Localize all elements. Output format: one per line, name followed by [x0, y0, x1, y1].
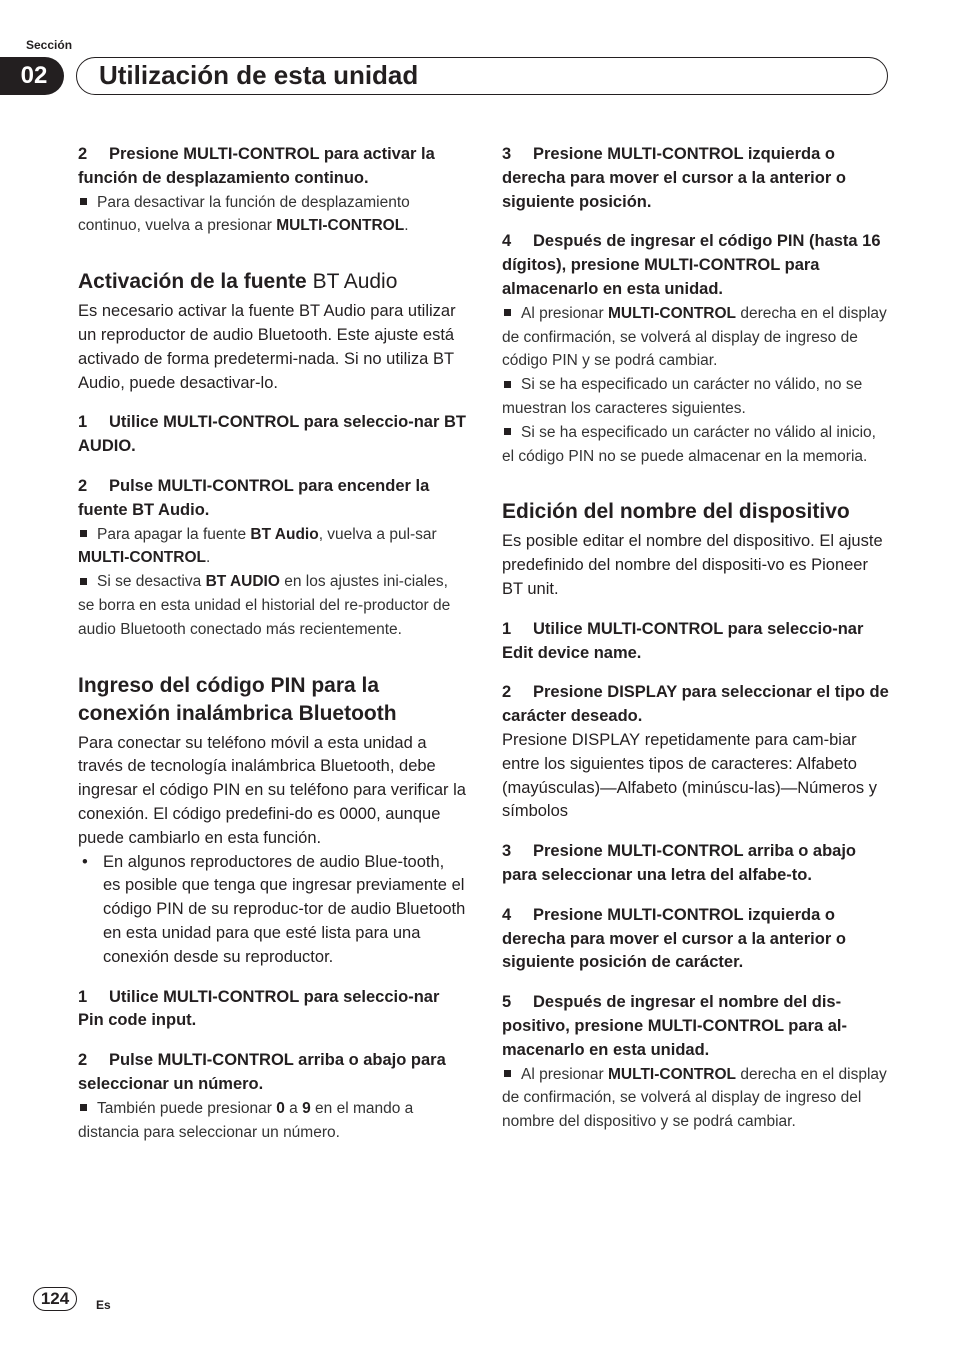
- note-square-icon: [504, 309, 511, 316]
- note-square-icon: [80, 578, 87, 585]
- note-square-icon: [80, 1104, 87, 1111]
- paragraph: Presione DISPLAY repetidamente para cam-biar entre los siguientes tipos de caracteres: Alfabeto (mayúsculas)—Alfabeto (minúscu-las)—Números y símbolos: [502, 730, 878, 821]
- section-number: 02: [0, 57, 64, 95]
- right-column: [502, 143, 890, 1134]
- step: 5 Después de ingresar el nombre del dis-positivo, presione MULTI-CONTROL para al-macenarlo en esta unidad.: [502, 993, 848, 1059]
- note-square-icon: [80, 198, 87, 205]
- step: 2 Presione DISPLAY para seleccionar el tipo de carácter deseado.: [502, 683, 889, 726]
- left-column: [78, 143, 466, 1144]
- note: Si se ha especificado un carácter no válido al inicio, el código PIN no se puede almacenar en la memoria.: [502, 423, 876, 465]
- note-square-icon: [504, 428, 511, 435]
- step: 4 Después de ingresar el código PIN (hasta 16 dígitos), presione MULTI-CONTROL para almacenarlo en esta unidad.: [502, 232, 881, 298]
- chapter-title: Utilización de esta unidad: [99, 60, 419, 90]
- step: 2 Pulse MULTI-CONTROL para encender la fuente BT Audio.: [78, 476, 430, 519]
- section-heading-pin: Ingreso del código PIN para la conexión inalámbrica Bluetooth: [78, 673, 397, 725]
- step: 1 Utilice MULTI-CONTROL para seleccio-nar BT AUDIO.: [78, 413, 466, 456]
- paragraph: Es necesario activar la fuente BT Audio para utilizar un reproductor de audio Bluetooth. Este ajuste está activado de forma predetermi-nada. Si no utiliza BT Audio, puede desactivar-lo.: [78, 302, 456, 392]
- note: Si se desactiva BT AUDIO en los ajustes ini-ciales, se borra en esta unidad el historial del re-productor de audio Bluetooth conectado más recientemente.: [78, 573, 451, 638]
- note-square-icon: [504, 1070, 511, 1077]
- page-number: 124: [33, 1287, 77, 1311]
- chapter-title-bar: [76, 57, 888, 95]
- step: 1 Utilice MULTI-CONTROL para seleccio-nar Edit device name.: [502, 619, 864, 662]
- step: 2 Pulse MULTI-CONTROL arriba o abajo para seleccionar un número.: [78, 1051, 446, 1093]
- section-heading-bt-audio: Activación de la fuente BT Audio: [78, 270, 398, 294]
- note: También puede presionar 0 a 9 en el mando a distancia para seleccionar un número.: [78, 1099, 414, 1141]
- paragraph: Es posible editar el nombre del dispositivo. El ajuste predefinido del nombre del dispositi-vo es Pioneer BT unit.: [502, 532, 883, 598]
- section-label: Sección: [26, 38, 73, 52]
- note: Al presionar MULTI-CONTROL derecha en el display de confirmación, se volverá al display de ingreso de código PIN y se podrá cambiar.: [502, 304, 887, 370]
- step: 3 Presione MULTI-CONTROL arriba o abajo para seleccionar una letra del alfabe-to.: [502, 842, 857, 884]
- note: Si se ha especificado un carácter no válido, no se muestran los caracteres siguientes.: [502, 376, 863, 417]
- step: 3 Presione MULTI-CONTROL izquierda o derecha para mover el cursor a la anterior o siguiente posición.: [502, 145, 846, 211]
- note-square-icon: [504, 381, 511, 388]
- section-heading-device-name: Edición del nombre del dispositivo: [502, 500, 850, 524]
- bullet-item: • En algunos reproductores de audio Blue-tooth, es posible que tenga que ingresar previamente el código PIN de su reproduc-tor de audio Bluetooth en esta unidad para que esté lista para una conexión desde su reproductor.: [78, 851, 466, 970]
- step: 4 Presione MULTI-CONTROL izquierda o derecha para mover el cursor a la anterior o siguiente posición de carácter.: [502, 905, 846, 972]
- language-code: Es: [96, 1298, 111, 1312]
- note: Al presionar MULTI-CONTROL derecha en el display de confirmación, se volverá al display de ingreso del nombre del dispositivo y se podrá cambiar.: [502, 1065, 887, 1131]
- note: Para apagar la fuente BT Audio, vuelva a pul-sar MULTI-CONTROL.: [78, 525, 437, 567]
- note-square-icon: [80, 530, 87, 537]
- note: Para desactivar la función de desplazamiento continuo, vuelva a presionar MULTI-CONTROL.: [78, 193, 410, 235]
- paragraph: Para conectar su teléfono móvil a esta unidad a través de tecnología inalámbrica Bluetooth, debe ingresar el código PIN en su teléfono para verificar la conexión. El código predefini-do es 0000, aunque puede cambiarlo en esta función.: [78, 733, 466, 847]
- step: 2 Presione MULTI-CONTROL para activar la función de desplazamiento continuo.: [78, 145, 435, 187]
- step: 1 Utilice MULTI-CONTROL para seleccio-nar Pin code input.: [78, 987, 440, 1030]
